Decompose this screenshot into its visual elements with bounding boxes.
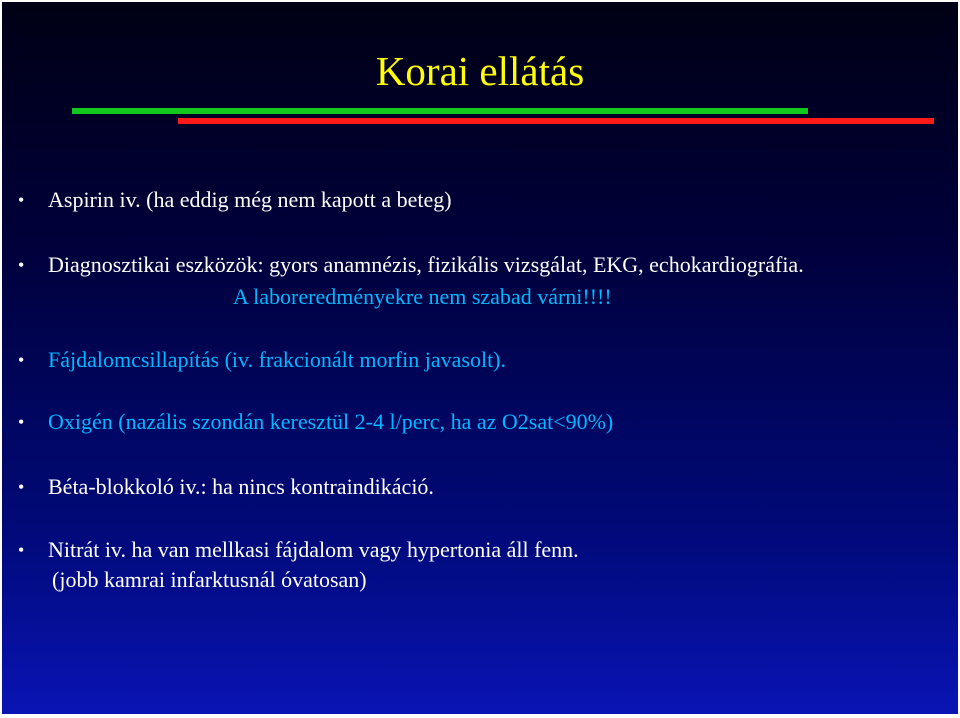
bullet-icon: • — [18, 477, 25, 497]
bullet-text: Aspirin iv. (ha eddig még nem kapott a beteg) — [48, 187, 452, 212]
bullet-icon: • — [18, 350, 25, 370]
title-underline-green — [72, 108, 808, 114]
bullet-text: Nitrát iv. ha van mellkasi fájdalom vagy hypertonia áll fenn. — [48, 537, 579, 562]
bullet-item-aspirin — [18, 185, 452, 215]
bullet-text: Diagnosztikai eszközök: gyors anamnézis, fizikális vizsgálat, EKG, echokardiográfia. — [48, 252, 804, 277]
lab-results-warning: A laboreredményekre nem szabad várni!!!! — [233, 284, 612, 309]
bullet-text: Oxigén (nazális szondán keresztül 2-4 l/perc, ha az O2sat<90%) — [48, 409, 614, 434]
bullet-icon: • — [18, 540, 25, 560]
bullet-item-oxygen — [18, 407, 614, 437]
bullet-item-pain-relief — [18, 345, 507, 375]
nitrate-caution-note: (jobb kamrai infarktusnál óvatosan) — [52, 567, 367, 592]
bullet-text: Béta-blokkoló iv.: ha nincs kontraindikáció. — [48, 474, 434, 499]
slide-title: Korai ellátás — [375, 48, 585, 94]
bullet-icon: • — [18, 255, 25, 275]
slide — [2, 2, 958, 714]
bullet-item-nitrate — [18, 535, 579, 565]
bullet-icon: • — [18, 190, 25, 210]
title-underline-red — [178, 118, 934, 124]
bullet-icon: • — [18, 412, 25, 432]
bullet-text: Fájdalomcsillapítás (iv. frakcionált morfin javasolt). — [48, 347, 507, 372]
bullet-item-diagnostics — [18, 250, 804, 280]
bullet-item-beta-blocker — [18, 472, 434, 502]
